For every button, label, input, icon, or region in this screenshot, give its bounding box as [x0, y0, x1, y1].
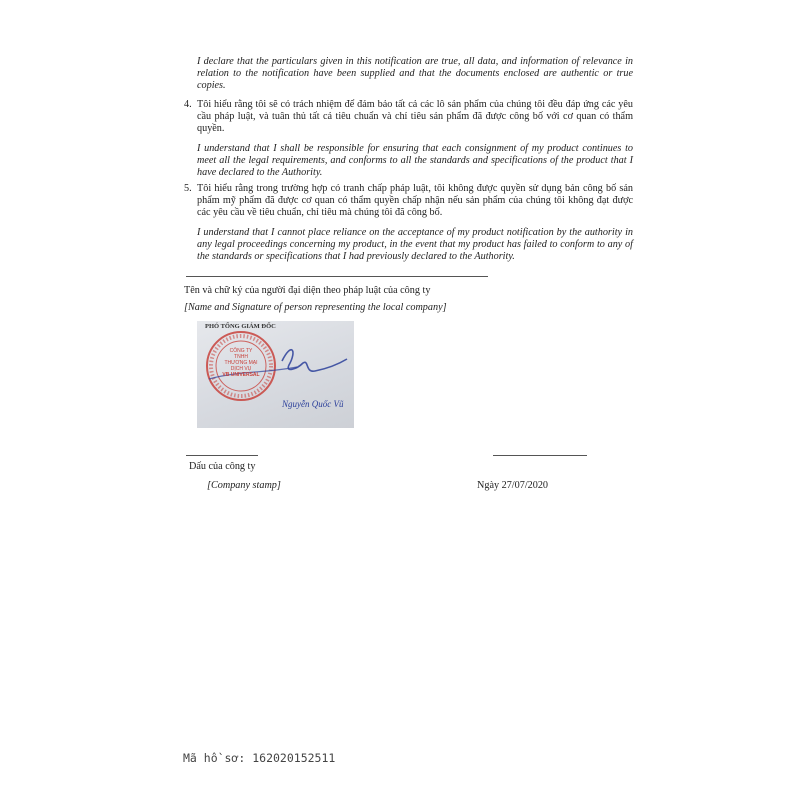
item-number-4: 4. [184, 99, 192, 110]
signature-divider [186, 276, 488, 277]
company-stamp-label-vn: Dấu của công ty [189, 461, 256, 472]
signature-label-en: [Name and Signature of person representing the local company] [184, 302, 447, 313]
stamp-title: PHÓ TỔNG GIÁM ĐỐC [205, 323, 276, 330]
stamp-line-2: TNHH [234, 354, 248, 360]
company-stamp-label-en: [Company stamp] [207, 480, 281, 491]
signer-name: Nguyễn Quốc Vũ [282, 399, 344, 409]
file-code: Mã hồ sơ: 162020152511 [183, 751, 336, 765]
signature-label-vn: Tên và chữ ký của người đại diện theo pháp luật của công ty [184, 285, 431, 296]
item-4-vietnamese: Tôi hiểu rằng tôi sẽ có trách nhiệm để đảm bảo tất cả các lô sản phẩm của chúng tôi đều đáp ứng các yêu cầu pháp luật, và tuân thủ tất cả tiêu chuẩn và chỉ tiêu sản phẩm đã được công bố với cơ quan có thẩm quyền. [197, 99, 633, 134]
item-5-english: I understand that I cannot place reliance on the acceptance of my product notification by the authority in any legal proceedings concerning my product, in the event that my product has failed to conform to any of the standards or specifications that I had previously declared to the Authority. [197, 227, 633, 262]
item-5-vietnamese: Tôi hiểu rằng trong trường hợp có tranh chấp pháp luật, tôi không được quyền sử dụng bản công bố sản phẩm mỹ phẩm đã được cơ quan có thẩm quyền chấp nhận nếu sản phẩm của chúng tôi không đạt được các yêu cầu về tiêu chuẩn, chỉ tiêu mà chúng tôi đã công bố. [197, 183, 633, 218]
date-line [493, 455, 587, 456]
stamp-line-1: CÔNG TY [229, 348, 253, 354]
item-4-english: I understand that I shall be responsible for ensuring that each consignment of my product continues to meet all the legal requirements, and conforms to all the standards and specifications of the product that I have declared to the Authority. [197, 143, 633, 178]
stamp-line-4: VB UNIVERSAL [222, 372, 260, 378]
signature-stamp-photo [197, 321, 354, 428]
stamp-line-3: THƯƠNG MẠI DỊCH VỤ [224, 360, 258, 372]
declaration-text: I declare that the particulars given in this notification are true, all data, and information of relevance in relation to the notification have been supplied and that the documents enclosed are authentic or true copies. [197, 56, 633, 91]
stamp-line [186, 455, 258, 456]
item-number-5: 5. [184, 183, 192, 194]
signature-date: Ngày 27/07/2020 [477, 480, 549, 491]
